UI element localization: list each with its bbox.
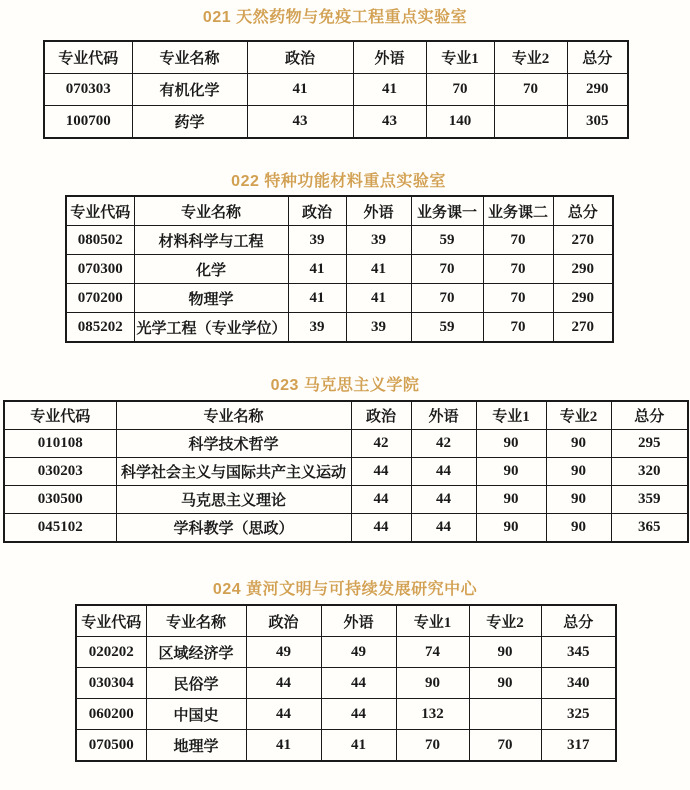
cell: 030500 [4, 486, 116, 514]
cell: 43 [353, 106, 426, 139]
cell: 90 [476, 486, 546, 514]
cell: 44 [351, 486, 411, 514]
header-cell: 专业名称 [116, 401, 351, 430]
cell: 90 [469, 668, 541, 699]
cell: 科学技术哲学 [116, 430, 351, 458]
header-row [66, 196, 613, 226]
cell [469, 699, 541, 730]
header-cell: 总分 [567, 41, 628, 74]
cell: 44 [351, 458, 411, 486]
cell: 90 [396, 668, 469, 699]
cell: 317 [541, 730, 616, 762]
scores-table-023 [3, 400, 689, 543]
cell: 70 [494, 74, 567, 106]
cell: 365 [611, 514, 688, 543]
cell: 70 [396, 730, 469, 762]
cell: 44 [246, 699, 321, 730]
cell: 080502 [66, 226, 134, 255]
table-row [4, 514, 688, 543]
table-row [66, 255, 613, 284]
cell: 030203 [4, 458, 116, 486]
cell: 320 [611, 458, 688, 486]
cell: 90 [476, 430, 546, 458]
cell: 270 [553, 226, 613, 255]
cell: 41 [288, 284, 346, 313]
cell: 59 [411, 226, 483, 255]
header-cell: 专业代码 [4, 401, 116, 430]
cell: 44 [321, 668, 396, 699]
table-row [4, 430, 688, 458]
cell: 290 [553, 284, 613, 313]
cell: 41 [353, 74, 426, 106]
cell: 345 [541, 637, 616, 668]
cell: 区域经济学 [146, 637, 246, 668]
table-row [76, 637, 616, 668]
cell: 中国史 [146, 699, 246, 730]
scores-table-024 [75, 604, 617, 762]
cell: 325 [541, 699, 616, 730]
header-cell: 专业名称 [134, 196, 288, 226]
header-cell: 政治 [246, 605, 321, 637]
cell: 340 [541, 668, 616, 699]
header-cell: 外语 [346, 196, 411, 226]
table-row [66, 284, 613, 313]
header-cell: 总分 [541, 605, 616, 637]
cell: 44 [411, 486, 476, 514]
header-cell: 业务课二 [483, 196, 553, 226]
section-023 [3, 376, 687, 543]
cell: 290 [567, 74, 628, 106]
cell: 有机化学 [132, 74, 247, 106]
header-cell: 专业2 [494, 41, 567, 74]
cell: 045102 [4, 514, 116, 543]
cell: 070303 [44, 74, 132, 106]
cell: 085202 [66, 313, 134, 343]
cell: 44 [351, 514, 411, 543]
section-title: 024 黄河文明与可持续发展研究中心 [212, 581, 478, 598]
table-row [66, 226, 613, 255]
table-row [76, 699, 616, 730]
cell: 44 [411, 458, 476, 486]
cell: 41 [247, 74, 353, 106]
cell: 90 [546, 514, 611, 543]
cell: 地理学 [146, 730, 246, 762]
cell: 70 [483, 284, 553, 313]
cell: 39 [288, 226, 346, 255]
cell: 41 [346, 255, 411, 284]
cell: 90 [546, 486, 611, 514]
cell: 学科教学（思政） [116, 514, 351, 543]
section-title: 023 马克思主义学院 [270, 377, 420, 394]
header-cell: 专业代码 [66, 196, 134, 226]
header-cell: 专业名称 [146, 605, 246, 637]
cell: 39 [288, 313, 346, 343]
header-cell: 专业2 [546, 401, 611, 430]
table-row [44, 106, 628, 139]
cell: 41 [288, 255, 346, 284]
header-cell: 专业1 [426, 41, 494, 74]
cell: 41 [246, 730, 321, 762]
cell: 59 [411, 313, 483, 343]
header-cell: 总分 [611, 401, 688, 430]
cell: 90 [546, 458, 611, 486]
cell: 70 [411, 255, 483, 284]
cell: 74 [396, 637, 469, 668]
header-cell: 政治 [247, 41, 353, 74]
section-021 [43, 8, 627, 139]
cell: 44 [411, 514, 476, 543]
header-cell: 专业2 [469, 605, 541, 637]
cell: 42 [351, 430, 411, 458]
table-row [44, 74, 628, 106]
header-cell: 总分 [553, 196, 613, 226]
cell: 295 [611, 430, 688, 458]
cell: 270 [553, 313, 613, 343]
cell: 90 [476, 458, 546, 486]
header-row [44, 41, 628, 74]
cell: 070500 [76, 730, 146, 762]
cell: 070300 [66, 255, 134, 284]
cell [494, 106, 567, 139]
cell: 070200 [66, 284, 134, 313]
scores-table-022 [65, 195, 614, 343]
cell: 90 [476, 514, 546, 543]
header-cell: 外语 [321, 605, 396, 637]
cell: 41 [346, 284, 411, 313]
section-title: 021 天然药物与免疫工程重点实验室 [202, 9, 468, 26]
header-cell: 专业名称 [132, 41, 247, 74]
section-024 [75, 580, 615, 762]
cell: 42 [411, 430, 476, 458]
cell: 359 [611, 486, 688, 514]
header-cell: 专业1 [476, 401, 546, 430]
header-cell: 专业代码 [44, 41, 132, 74]
cell: 49 [246, 637, 321, 668]
cell: 290 [553, 255, 613, 284]
cell: 100700 [44, 106, 132, 139]
cell: 70 [411, 284, 483, 313]
cell: 020202 [76, 637, 146, 668]
header-cell: 专业代码 [76, 605, 146, 637]
table-row [76, 668, 616, 699]
cell: 科学社会主义与国际共产主义运动 [116, 458, 351, 486]
section-022 [65, 172, 612, 343]
cell: 49 [321, 637, 396, 668]
table-row [66, 313, 613, 343]
header-cell: 外语 [353, 41, 426, 74]
cell: 物理学 [134, 284, 288, 313]
cell: 39 [346, 226, 411, 255]
header-cell: 业务课一 [411, 196, 483, 226]
cell: 70 [483, 313, 553, 343]
cell: 41 [321, 730, 396, 762]
cell: 060200 [76, 699, 146, 730]
header-cell: 专业1 [396, 605, 469, 637]
cell: 39 [346, 313, 411, 343]
cell: 140 [426, 106, 494, 139]
cell: 化学 [134, 255, 288, 284]
header-cell: 政治 [351, 401, 411, 430]
scores-table-021 [43, 40, 629, 139]
cell: 90 [469, 637, 541, 668]
table-row [76, 730, 616, 762]
cell: 43 [247, 106, 353, 139]
cell: 132 [396, 699, 469, 730]
header-cell: 政治 [288, 196, 346, 226]
table-row [4, 458, 688, 486]
cell: 材料科学与工程 [134, 226, 288, 255]
header-row [76, 605, 616, 637]
cell: 马克思主义理论 [116, 486, 351, 514]
cell: 药学 [132, 106, 247, 139]
page [0, 8, 690, 762]
cell: 44 [246, 668, 321, 699]
cell: 光学工程（专业学位） [134, 313, 288, 343]
cell: 70 [483, 255, 553, 284]
cell: 民俗学 [146, 668, 246, 699]
cell: 70 [426, 74, 494, 106]
cell: 90 [546, 430, 611, 458]
header-row [4, 401, 688, 430]
section-title: 022 特种功能材料重点实验室 [231, 173, 446, 190]
cell: 030304 [76, 668, 146, 699]
cell: 44 [321, 699, 396, 730]
cell: 70 [483, 226, 553, 255]
header-cell: 外语 [411, 401, 476, 430]
cell: 010108 [4, 430, 116, 458]
table-row [4, 486, 688, 514]
cell: 70 [469, 730, 541, 762]
cell: 305 [567, 106, 628, 139]
